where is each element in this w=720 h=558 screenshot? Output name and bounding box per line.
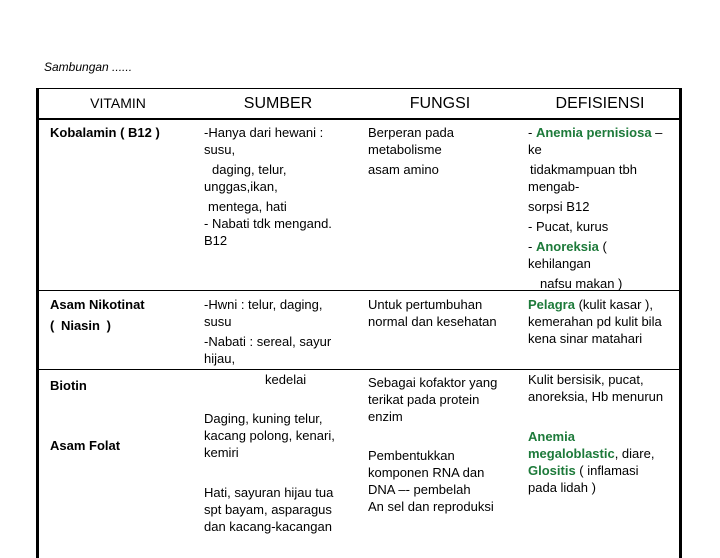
defisiensi-folat-line: [528, 445, 680, 462]
defisiensi-b12-line: [528, 124, 678, 141]
sumber-niasin-continued: kedelai: [265, 372, 307, 387]
sumber-b12-line: unggas,ikan,: [204, 179, 278, 194]
fungsi-b12-line: Berperan pada: [368, 125, 455, 140]
defisiensi-niasin: [528, 296, 680, 347]
sumber-folat-line: spt bayam, asparagus: [204, 502, 332, 517]
vitamin-biotin: Biotin: [50, 378, 87, 393]
defisiensi-b12-line: nafsu makan ): [540, 276, 623, 291]
disease-anemia-pernisiosa: Anemia pernisiosa: [535, 125, 652, 140]
sumber-biotin-line: kacang polong, kenari,: [204, 428, 335, 443]
header-fungsi: FUNGSI: [409, 95, 471, 112]
fungsi-folat: [368, 447, 518, 515]
text: ( inflamasi: [575, 463, 639, 478]
caption: Sambungan ......: [44, 60, 133, 74]
defisiensi-folat-line: pada lidah ): [528, 480, 596, 495]
disease-anoreksia: Anoreksia: [535, 239, 599, 254]
fungsi-b12-line: asam amino: [368, 162, 439, 177]
sumber-biotin-line: Daging, kuning telur,: [204, 411, 323, 426]
defisiensi-b12-line: ke: [528, 142, 542, 157]
text: -: [528, 125, 536, 140]
text: (: [598, 239, 607, 254]
sumber-niasin: [204, 296, 358, 367]
sumber-niasin-line: hijau,: [204, 351, 236, 366]
vitamin-niasin: [50, 296, 145, 334]
sumber-niasin-line: susu: [204, 314, 232, 329]
vitamin-folat: Asam Folat: [50, 438, 121, 453]
fungsi-niasin-line: normal dan kesehatan: [368, 314, 497, 329]
header-sumber: SUMBER: [243, 95, 313, 112]
sumber-niasin-line: -Hwni : telur, daging,: [204, 297, 323, 312]
defisiensi-niasin-line: kemerahan pd kulit bila: [528, 314, 662, 329]
header-vitamin: VITAMIN: [90, 95, 146, 111]
defisiensi-folat-line: [528, 428, 680, 445]
sumber-folat-line: dan kacang-kacangan: [204, 519, 332, 534]
defisiensi-biotin: [528, 371, 680, 405]
sumber-folat-line: Hati, sayuran hijau tua: [204, 485, 334, 500]
defisiensi-biotin-line: Kulit bersisik, pucat,: [528, 372, 644, 387]
fungsi-niasin-line: Untuk pertumbuhan: [368, 297, 483, 312]
sumber-b12-line: mentega, hati: [208, 199, 287, 214]
vitamin-b12: Kobalamin ( B12 ): [50, 125, 160, 140]
sumber-b12-line: - Nabati tdk mengand.: [204, 216, 332, 231]
sumber-biotin-line: kemiri: [204, 445, 239, 460]
fungsi-folat-line: komponen RNA dan: [368, 465, 485, 480]
defisiensi-b12-line: - Pucat, kurus: [528, 219, 609, 234]
sumber-folat: [204, 484, 358, 535]
defisiensi-folat-line: [528, 462, 680, 479]
fungsi-biotin-line: enzim: [368, 409, 403, 424]
fungsi-niasin: [368, 296, 518, 330]
fungsi-folat-line: An sel dan reproduksi: [368, 499, 494, 514]
sumber-biotin: [204, 410, 358, 461]
vitamin-niasin-line: Asam Nikotinat: [50, 297, 145, 312]
defisiensi-folat: [528, 428, 680, 496]
vitamin-niasin-line: ( Niasin ): [50, 318, 111, 333]
fungsi-b12-line: metabolisme: [368, 142, 442, 157]
fungsi-b12: [368, 124, 516, 178]
defisiensi-b12-line: mengab-: [528, 179, 580, 194]
defisiensi-b12-line: kehilangan: [528, 256, 591, 271]
sumber-niasin-line: -Nabati : sereal, sayur: [204, 334, 332, 349]
text: –: [651, 125, 663, 140]
text: -: [528, 239, 536, 254]
fungsi-folat-line: DNA –- pembelah: [368, 482, 471, 497]
sumber-b12-line: B12: [204, 233, 228, 248]
header-defisiensi: DEFISIENSI: [555, 95, 645, 112]
fungsi-biotin-line: Sebagai kofaktor yang: [368, 375, 498, 390]
defisiensi-b12-line: sorpsi B12: [528, 199, 590, 214]
sumber-b12-line: daging, telur,: [212, 162, 287, 177]
defisiensi-biotin-line: anoreksia, Hb menurun: [528, 389, 664, 404]
sumber-b12-line: -Hanya dari hewani :: [204, 125, 324, 140]
text: , diare,: [614, 446, 655, 461]
row-divider-2: [36, 369, 682, 370]
defisiensi-b12: [528, 124, 678, 292]
defisiensi-niasin-line: kena sinar matahari: [528, 331, 643, 346]
disease-glositis: Glositis: [528, 463, 576, 478]
fungsi-folat-line: Pembentukkan: [368, 448, 455, 463]
defisiensi-b12-line: [528, 238, 678, 255]
disease-pelagra: Pelagra: [528, 297, 575, 312]
fungsi-biotin-line: terikat pada protein: [368, 392, 480, 407]
disease-megaloblastic: megaloblastic: [528, 446, 615, 461]
fungsi-biotin: [368, 374, 518, 425]
disease-anemia: Anemia: [528, 429, 575, 444]
defisiensi-b12-line: tidakmampuan tbh: [530, 162, 637, 177]
defisiensi-niasin-line: [528, 296, 680, 313]
sumber-b12-line: susu,: [204, 142, 236, 157]
header-divider: [36, 118, 682, 120]
text: (kulit kasar ),: [574, 297, 653, 312]
sumber-b12: [204, 124, 354, 249]
